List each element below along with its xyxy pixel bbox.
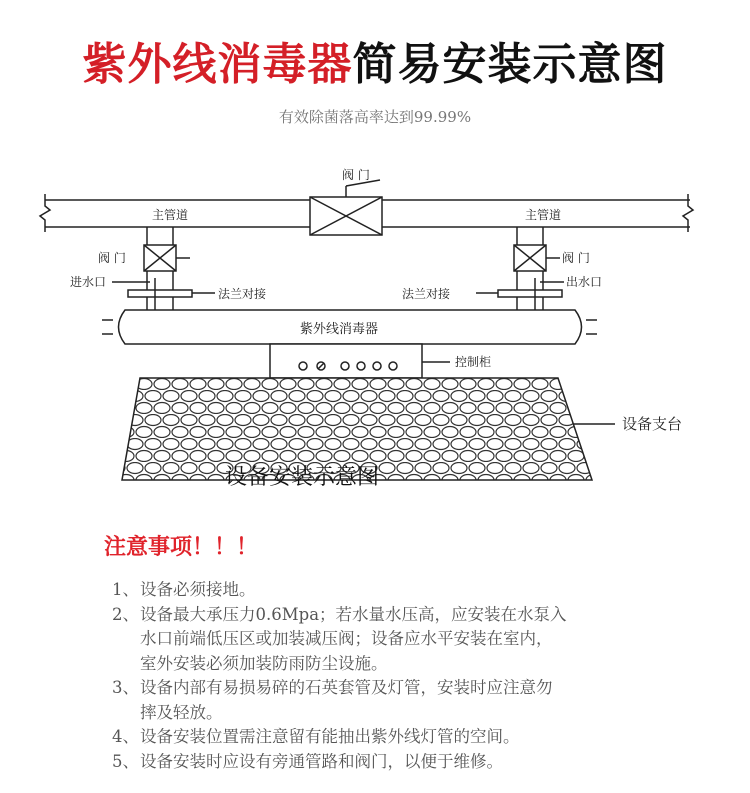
left-flange	[128, 290, 192, 297]
note-item	[112, 725, 712, 750]
title-red-part: 紫外线消毒器	[82, 39, 353, 90]
note-line: 设备安装时应设有旁通管路和阀门，以便于维修。	[140, 751, 503, 771]
subtitle: 有效除菌落高率达到99.99%	[278, 108, 472, 126]
note-number: 3、	[112, 678, 139, 697]
note-number: 4、	[112, 727, 139, 746]
label-main-pipe-right: 主管道	[525, 208, 562, 222]
note-number: 5、	[112, 751, 139, 771]
label-valve-top: 阀 门	[342, 168, 370, 182]
label-flange-right: 法兰对接	[402, 287, 451, 301]
diagram-caption: 设备安装示意图	[225, 465, 380, 490]
note-line: 水口前端低压区或加装减压阀；设备应水平安装在室内，	[140, 629, 553, 648]
note-line: 摔及轻放。	[140, 702, 223, 722]
label-valve-right: 阀 门	[562, 251, 590, 265]
label-flange-left: 法兰对接	[218, 287, 267, 301]
note-line: 设备安装位置需注意留有能抽出紫外线灯管的空间。	[140, 727, 520, 746]
note-line: 设备必须接地。	[140, 580, 256, 599]
label-inlet: 进水口	[70, 275, 107, 289]
notes-heading: 注意事项！！！	[104, 535, 259, 560]
note-item	[112, 578, 712, 603]
installation-diagram	[0, 150, 750, 500]
right-flange	[498, 290, 562, 297]
label-main-pipe-left: 主管道	[152, 208, 189, 222]
note-line: 设备内部有易损易碎的石英套管及灯管，安装时应注意勿	[140, 678, 553, 697]
note-item	[112, 603, 712, 677]
page-title	[0, 28, 750, 92]
note-number: 1、	[112, 580, 139, 599]
title-black-part: 简易安装示意图	[352, 39, 668, 90]
label-control-box: 控制柜	[455, 355, 492, 369]
note-item	[112, 676, 712, 725]
notes-list	[112, 578, 712, 774]
note-line: 室外安装必须加装防雨防尘设施。	[140, 653, 388, 673]
label-outlet: 出水口	[566, 275, 603, 289]
label-support: 设备支台	[622, 415, 683, 433]
note-number: 2、	[112, 604, 139, 624]
label-valve-left: 阀 门	[98, 251, 126, 265]
control-box	[270, 344, 422, 378]
label-sterilizer: 紫外线消毒器	[300, 322, 379, 337]
note-item	[112, 750, 712, 775]
note-line: 设备最大承压力0.6Mpa；若水量水压高，应安装在水泵入	[140, 604, 567, 624]
